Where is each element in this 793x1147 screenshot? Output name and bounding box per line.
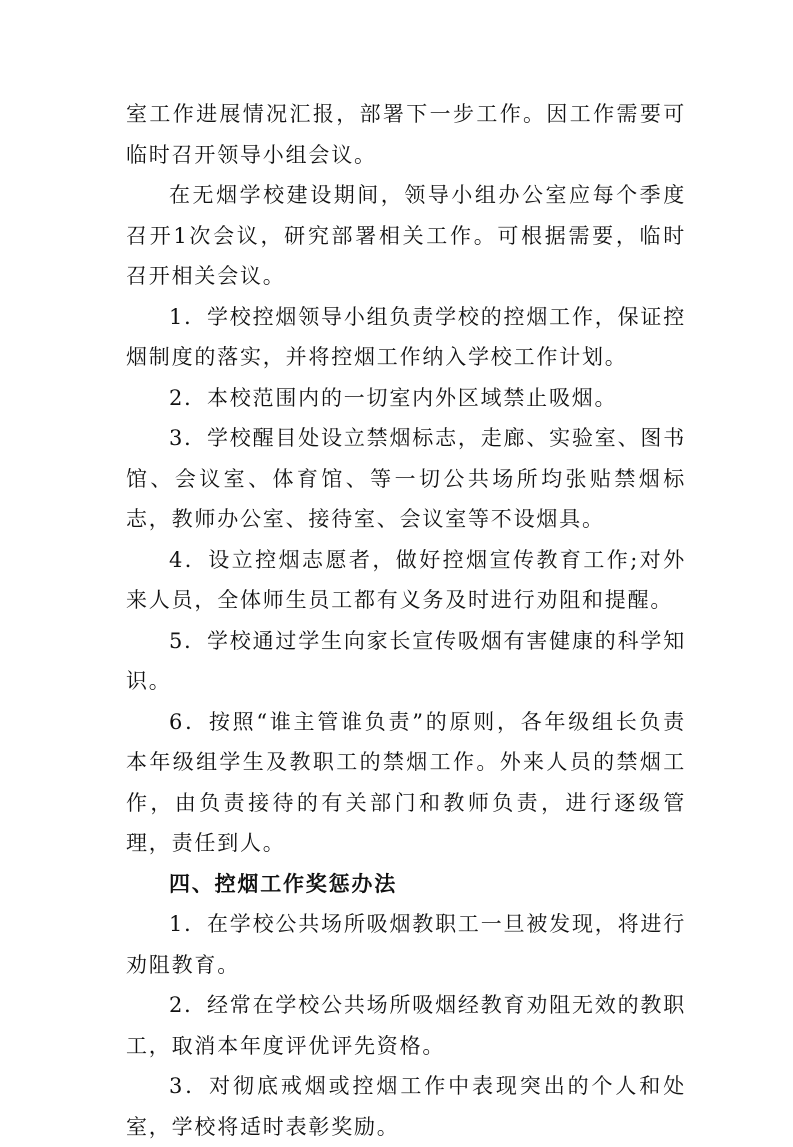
list-item-3-signage: 3．学校醒目处设立禁烟标志，走廊、实验室、图书馆、会议室、体育馆、等一切公共场所均张贴禁烟标志，教师办公室、接待室、会议室等不设烟具。 <box>126 426 686 531</box>
list-item-1-leadership-group: 1．学校控烟领导小组负责学校的控烟工作，保证控烟制度的落实，并将控烟工作纳入学校工作计划。 <box>126 304 686 369</box>
list-item-4-volunteers: 4．设立控烟志愿者，做好控烟宣传教育工作;对外来人员，全体师生员工都有义务及时进行劝阻和提醒。 <box>126 547 686 612</box>
list-item-1-dissuasion: 1．在学校公共场所吸烟教职工一旦被发现，将进行劝阻教育。 <box>126 912 686 977</box>
paragraph-meeting-schedule: 在无烟学校建设期间，领导小组办公室应每个季度召开1次会议，研究部署相关工作。可根据需要，临时召开相关会议。 <box>126 183 686 288</box>
list-item-5-parent-education: 5．学校通过学生向家长宣传吸烟有害健康的科学知识。 <box>126 628 686 693</box>
list-item-6-responsibility: 6．按照“谁主管谁负责”的原则，各年级组长负责本年级组学生及教职工的禁烟工作。外来人员的禁烟工作，由负责接待的有关部门和教师负责，进行逐级管理，责任到人。 <box>126 709 686 855</box>
list-item-2-smoking-ban: 2．本校范围内的一切室内外区域禁止吸烟。 <box>169 385 618 410</box>
list-item-2-disqualification: 2．经常在学校公共场所吸烟经教育劝阻无效的教职工，取消本年度评优评先资格。 <box>126 993 686 1058</box>
document-body <box>126 94 686 1147</box>
section-heading-rewards-penalties: 四、控烟工作奖惩办法 <box>169 870 397 896</box>
list-item-3-commendation: 3．对彻底戒烟或控烟工作中表现突出的个人和处室，学校将适时表彰奖励。 <box>126 1074 686 1139</box>
paragraph-report-continuation: 室工作进展情况汇报，部署下一步工作。因工作需要可临时召开领导小组会议。 <box>126 102 686 167</box>
